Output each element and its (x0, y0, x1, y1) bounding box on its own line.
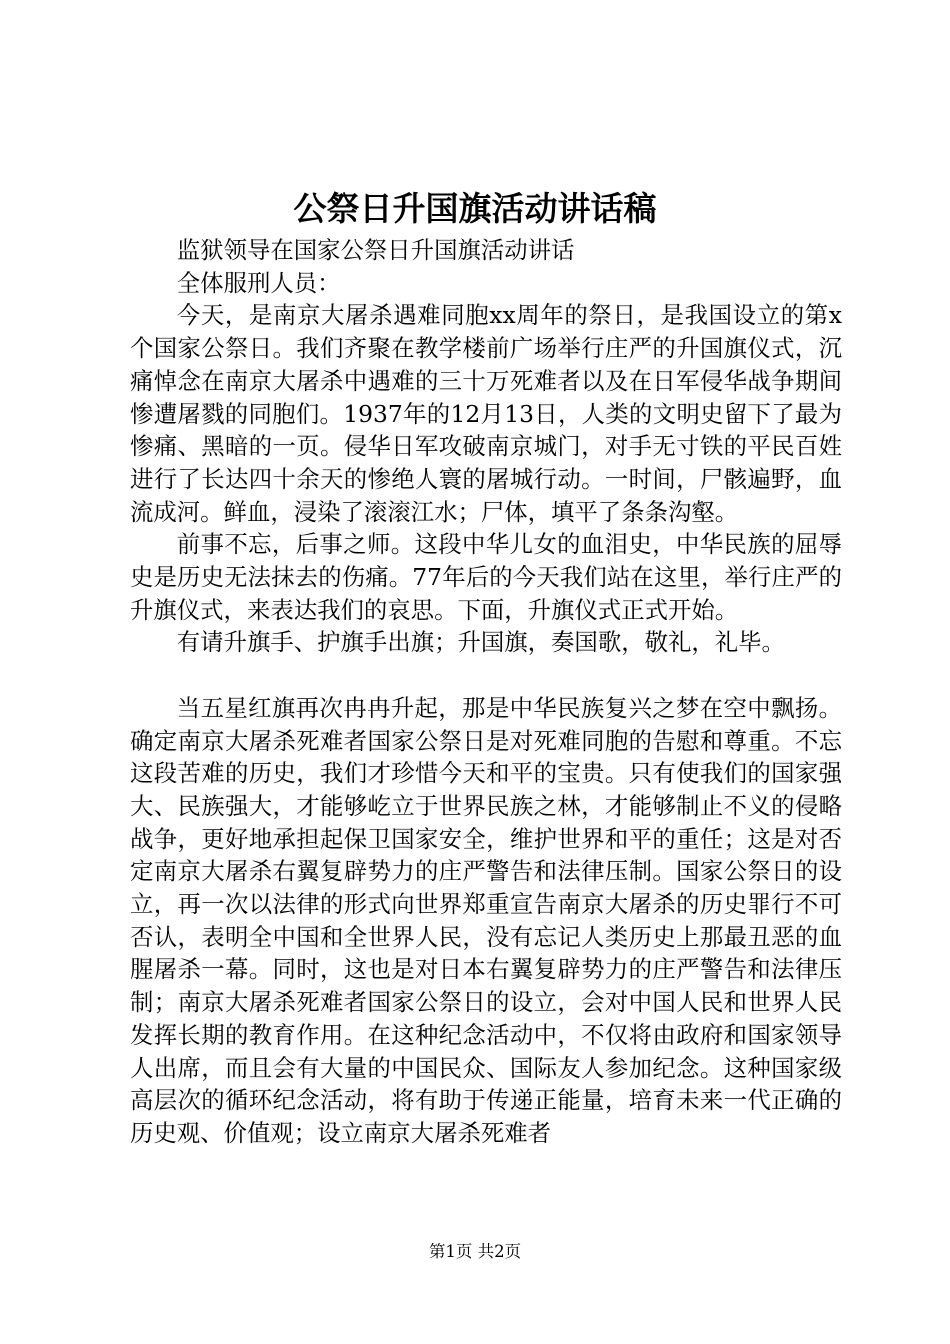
paragraph-2: 前事不忘，后事之师。这段中华儿女的血泪史，中华民族的屈辱史是历史无法抹去的伤痛。77年后的今天我们站在这里，举行庄严的升旗仪式，来表达我们的哀思。下面，升旗仪式正式开始。 (130, 530, 842, 624)
page-footer: 第1页 共2页 (428, 1242, 522, 1261)
blank-line (130, 659, 842, 692)
paragraph-salutation: 全体服刑人员： (176, 268, 341, 297)
document-body (130, 234, 842, 1150)
document-title: 公祭日升国旗活动讲话稿 (293, 189, 657, 228)
paragraph-4: 当五星红旗再次冉冉升起，那是中华民族复兴之梦在空中飘扬。确定南京大屠杀死难者国家公祭日是对死难同胞的告慰和尊重。不忘这段苦难的历史，我们才珍惜今天和平的宝贵。只有使我们的国家强大、民族强大，才能够屹立于世界民族之林，才能够制止不义的侵略战争，更好地承担起保卫国家安全，维护世界和平的重任；这是对否定南京大屠杀右翼复辟势力的庄严警告和法律压制。国家公祭日的设立，再一次以法律的形式向世界郑重宣告南京大屠杀的历史罪行不可否认，表明全中国和全世界人民，没有忘记人类历史上那最丑恶的血腥屠杀一幕。同时，这也是对日本右翼复辟势力的庄严警告和法律压制；南京大屠杀死难者国家公祭日的设立，会对中国人民和世界人民发挥长期的教育作用。在这种纪念活动中，不仅将由政府和国家领导人出席，而且会有大量的中国民众、国际友人参加纪念。这种国家级高层次的循环纪念活动，将有助于传递正能量，培育未来一代正确的历史观、价值观；设立南京大屠杀死难者 (130, 693, 842, 1147)
paragraph-subtitle: 监狱领导在国家公祭日升国旗活动讲话 (176, 236, 575, 264)
paragraph-1: 今天，是南京大屠杀遇难同胞xx周年的祭日，是我国设立的第x个国家公祭日。我们齐聚在教学楼前广场举行庄严的升国旗仪式，沉痛悼念在南京大屠杀中遇难的三十万死难者以及在日军侵华战争期间惨遭屠戮的同胞们。1937年的12月13日，人类的文明史留下了最为惨痛、黑暗的一页。侵华日军攻破南京城门，对手无寸铁的平民百姓进行了长达四十余天的惨绝人寰的屠城行动。一时间，尸骸遍野，血流成河。鲜血，浸染了滚滚江水；尸体，填平了条条沟壑。 (130, 301, 842, 526)
paragraph-3: 有请升旗手、护旗手出旗；升国旗，奏国歌，敬礼，礼毕。 (176, 628, 785, 657)
